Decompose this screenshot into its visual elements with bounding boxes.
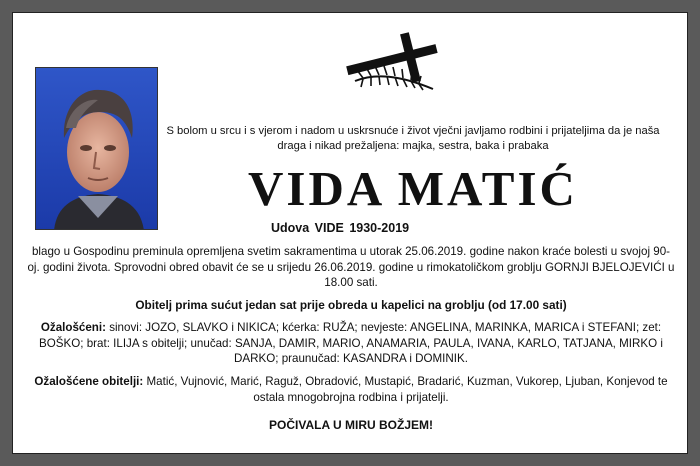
mourners-paragraph	[27, 320, 675, 367]
families-label: Ožalošćene obitelji:	[34, 375, 144, 388]
condolences-note: Obitelj prima sućut jedan sat prije obreda u kapelici na groblju (od 17.00 sati)	[135, 298, 567, 312]
mourners-list: sinovi: JOZO, SLAVKO i NIKICA; kćerka: RUŽA; nevjeste: ANGELINA, MARINKA, MARICA i STEFANI; zet: BOŠKO; brat: ILIJA s obitelji; unučad: SANJA, DAMIR, MARIO, ANAMARIA, PAULA, IVANA, KARLO, TATJANA, MIRKO i DARKO; praunučad: KASANDRA i DOMINIK.	[39, 321, 663, 366]
death-details: blago u Gospodinu preminula opremljena svetim sakramentima u utorak 25.06.2019. godine nakon kraće bolesti u svojoj 90-oj. godini života. Sprovodni obred obavit će se u srijedu 26.06.2019. godine u rimokatoličkom groblju GORNJI BJELOJEVIĆI u 18.00 sati.	[27, 245, 675, 290]
subtitle-years: Udova VIDE 1930-2019	[271, 221, 410, 235]
intro-text: S bolom u srcu i s vjerom i nadom u uskrsnuće i život vječni javljamo rodbini i prijateljima da je naša draga i nikad prežaljena: majka, sestra, baka i prabaka	[166, 125, 660, 152]
families-list: Matić, Vujnović, Marić, Raguž, Obradović, Mustapić, Bradarić, Kuzman, Vukorep, Ljuban, Konjevod te ostala mnogobrojna rodbina i prijatelji.	[146, 375, 668, 404]
mourners-label: Ožalošćeni:	[40, 321, 106, 334]
families-paragraph	[27, 374, 675, 405]
closing-line: POČIVALA U MIRU BOŽJEM!	[269, 418, 433, 432]
obituary-card	[12, 12, 688, 454]
portrait-photo	[35, 67, 158, 230]
cross-with-palm-icon	[341, 31, 445, 97]
deceased-name: VIDA MATIĆ	[248, 161, 578, 216]
